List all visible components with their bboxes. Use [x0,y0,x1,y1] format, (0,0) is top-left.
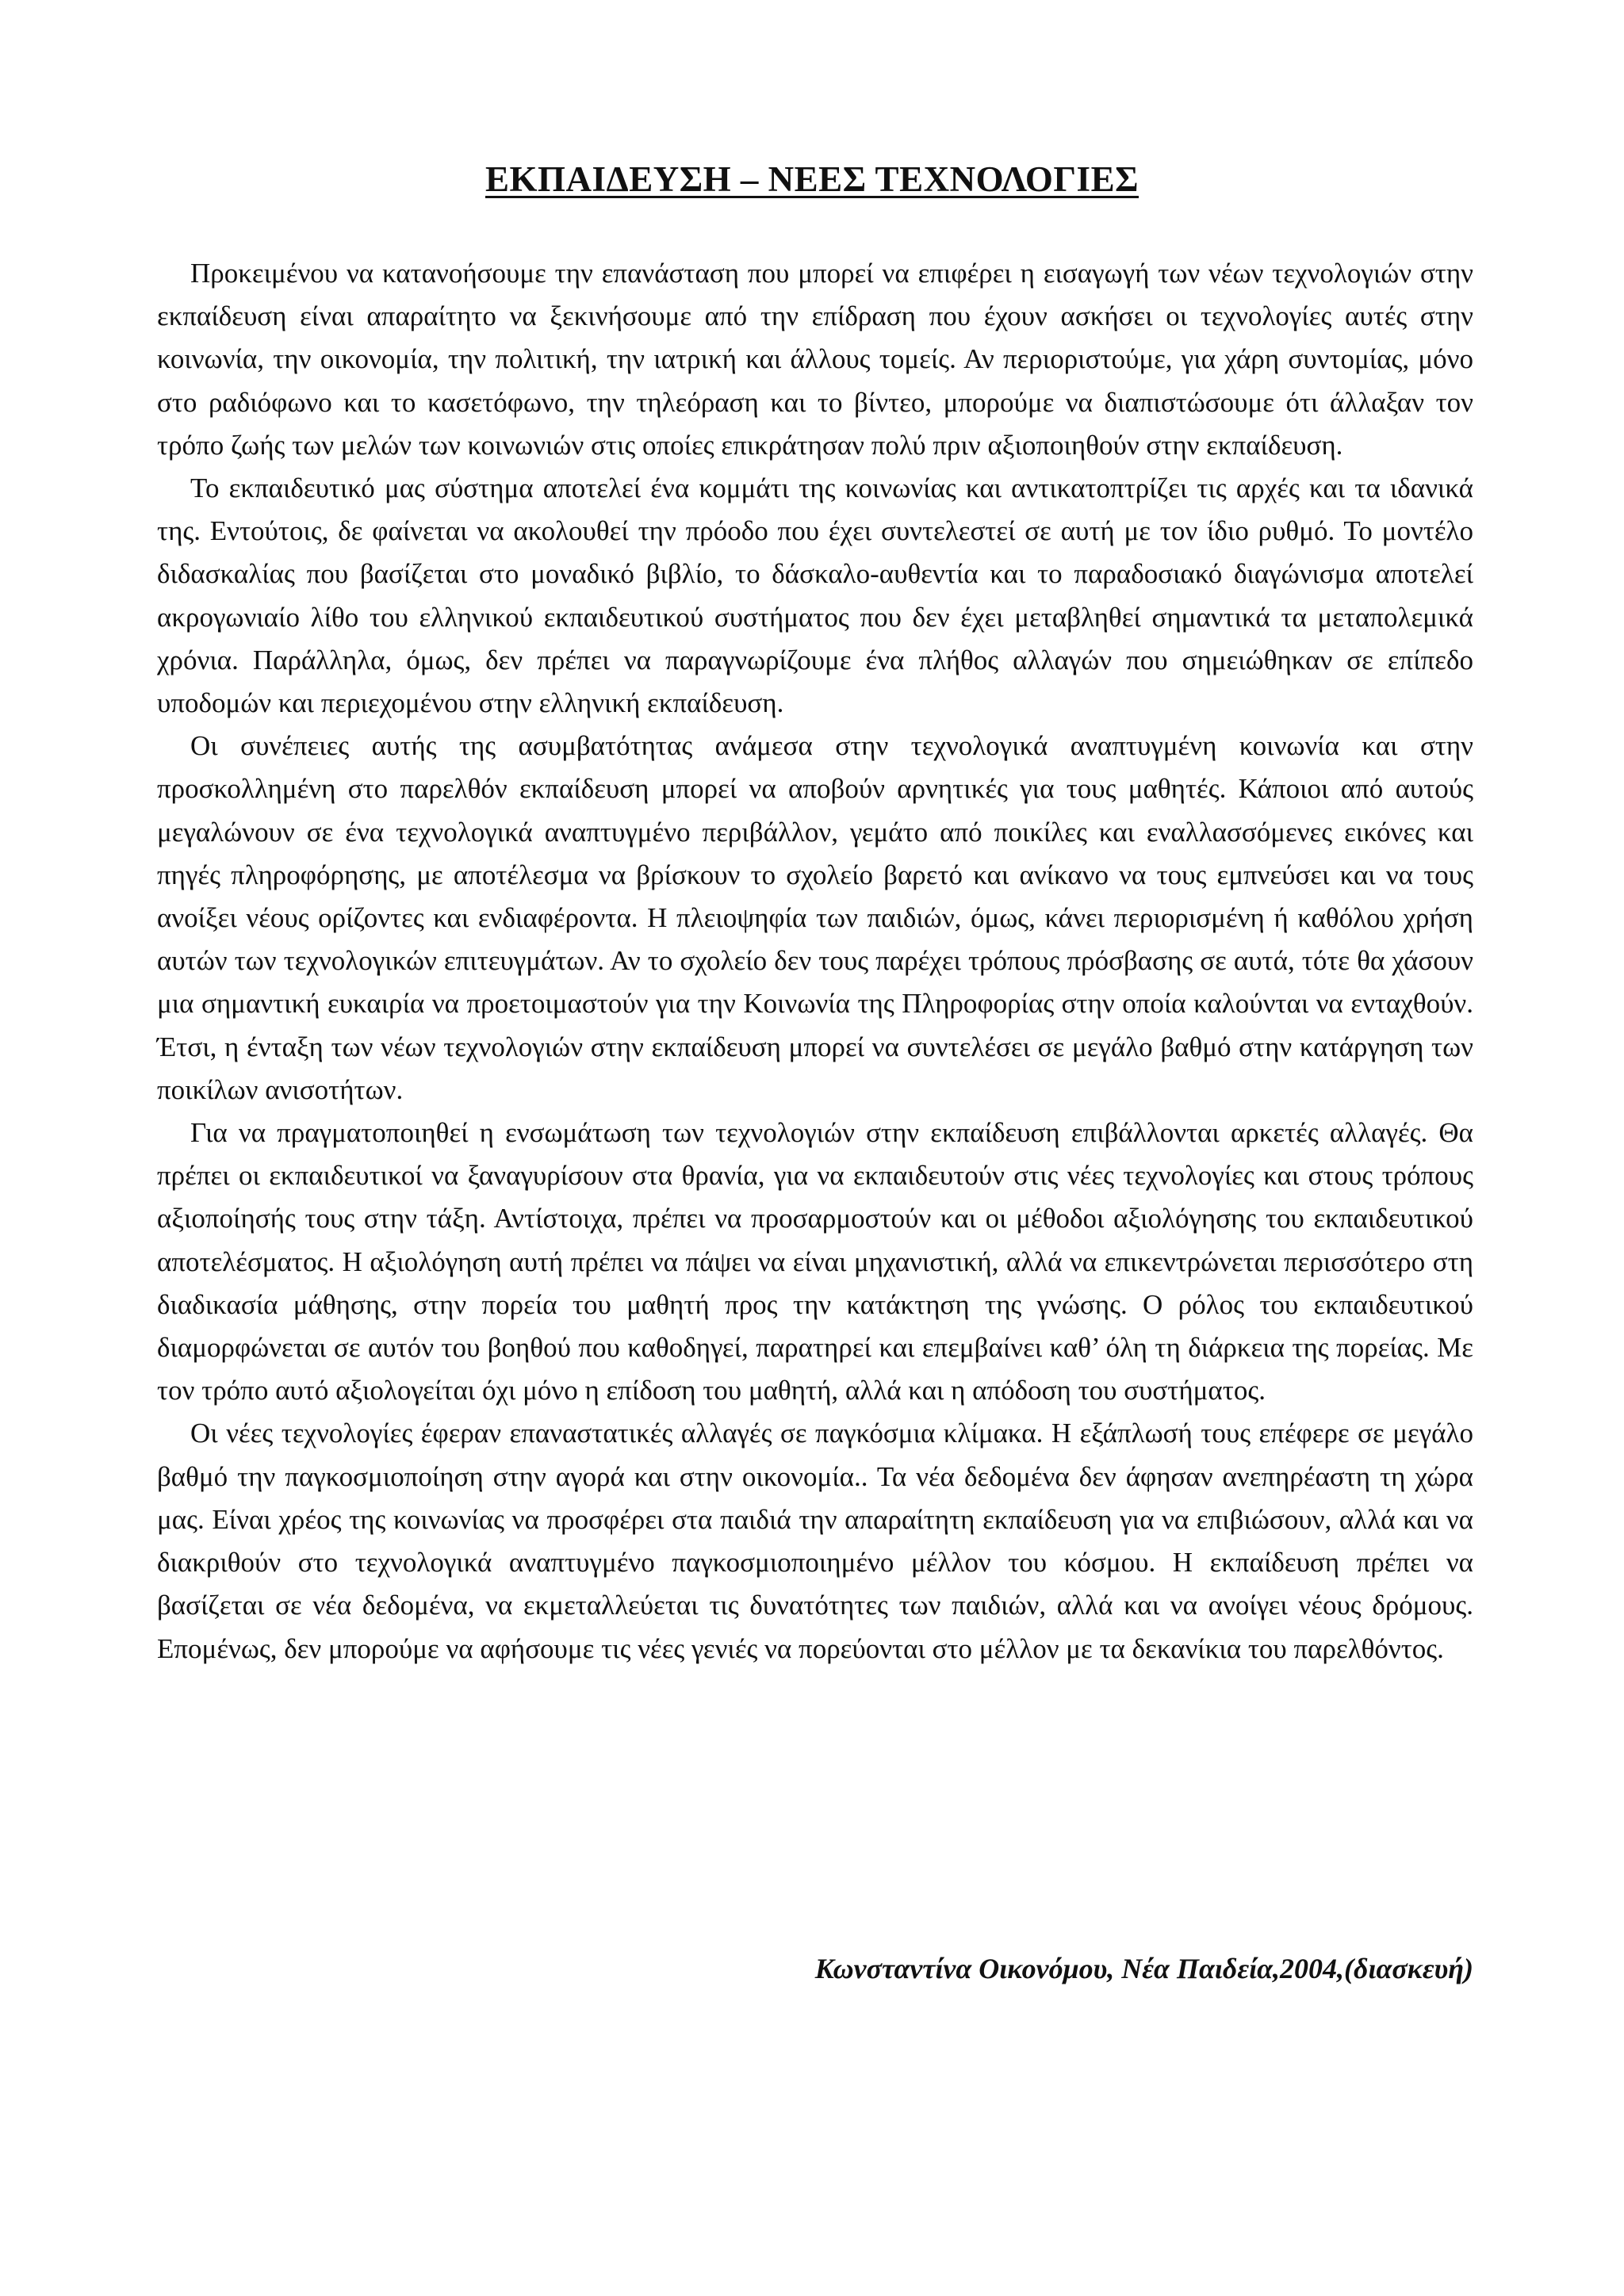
document-body [157,252,1473,1670]
paragraph-5: Οι νέες τεχνολογίες έφεραν επαναστατικές αλλαγές σε παγκόσμια κλίμακα. Η εξάπλωσή τους επέφερε σε μεγάλο βαθμό την παγκοσμιοποίηση στην αγορά και στην οικονομία.. Τα νέα δεδομένα δεν άφησαν ανεπηρέαστη τη χώρα μας. Είναι χρέος της κοινωνίας να προσφέρει στα παιδιά την απαραίτητη εκπαίδευση για να επιβιώσουν, αλλά και να διακριθούν στο τεχνολογικά αναπτυγμένο παγκοσμιοποιημένο μέλλον του κόσμου. Η εκπαίδευση πρέπει να βασίζεται σε νέα δεδομένα, να εκμεταλλεύεται τις δυνατότητες των παιδιών, αλλά και να ανοίγει νέους δρόμους. Επομένως, δεν μπορούμε να αφήσουμε τις νέες γενιές να πορεύονται στο μέλλον με τα δεκανίκια του παρελθόντος. [157,1418,1473,1664]
paragraph-1: Προκειμένου να κατανοήσουμε την επανάσταση που μπορεί να επιφέρει η εισαγωγή των νέων τεχνολογιών στην εκπαίδευση είναι απαραίτητο να ξεκινήσουμε από την επίδραση που έχουν ασκήσει οι τεχνολογίες αυτές στην κοινωνία, την οικονομία, την πολιτική, την ιατρική και άλλους τομείς. Αν περιοριστούμε, για χάρη συντομίας, μόνο στο ραδιόφωνο και το κασετόφωνο, την τηλεόραση και το βίντεο, μπορούμε να διαπιστώσουμε ότι άλλαξαν τον τρόπο ζωής των μελών των κοινωνιών στις οποίες επικράτησαν πολύ πριν αξιοποιηθούν στην εκπαίδευση. [157,258,1473,461]
document-title: ΕΚΠΑΙΔΕΥΣΗ – ΝΕΕΣ ΤΕΧΝΟΛΟΓΙΕΣ [485,159,1139,199]
paragraph-3: Οι συνέπειες αυτής της ασυμβατότητας ανάμεσα στην τεχνολογικά αναπτυγμένη κοινωνία και στην προσκολλημένη στο παρελθόν εκπαίδευση μπορεί να αποβούν αρνητικές για τους μαθητές. Κάποιοι από αυτούς μεγαλώνουν σε ένα τεχνολογικά αναπτυγμένο περιβάλλον, γεμάτο από ποικίλες και εναλλασσόμενες εικόνες και πηγές πληροφόρησης, με αποτέλεσμα να βρίσκουν το σχολείο βαρετό και ανίκανο να τους εμπνεύσει και να τους ανοίξει νέους ορίζοντες και ενδιαφέροντα. Η πλειοψηφία των παιδιών, όμως, κάνει περιορισμένη ή καθόλου χρήση αυτών των τεχνολογικών επιτευγμάτων. Αν το σχολείο δεν τους παρέχει τρόπους πρόσβασης σε αυτά, τότε θα χάσουν μια σημαντική ευκαιρία να προετοιμαστούν για την Κοινωνία της Πληροφορίας στην οποία καλούνται να ενταχθούν. Έτσι, η ένταξη των νέων τεχνολογιών στην εκπαίδευση μπορεί να συντελέσει σε μεγάλο βαθμό στην κατάργηση των ποικίλων ανισοτήτων. [157,730,1473,1105]
paragraph-2: Το εκπαιδευτικό μας σύστημα αποτελεί ένα κομμάτι της κοινωνίας και αντικατοπτρίζει τις αρχές και τα ιδανικά της. Εντούτοις, δε φαίνεται να ακολουθεί την πρόοδο που έχει συντελεστεί σε αυτή με τον ίδιο ρυθμό. Το μοντέλο διδασκαλίας που βασίζεται στο μοναδικό βιβλίο, το δάσκαλο-αυθεντία και το παραδοσιακό διαγώνισμα αποτελεί ακρογωνιαίο λίθο του ελληνικού εκπαιδευτικού συστήματος που δεν έχει μεταβληθεί σημαντικά τα μεταπολεμικά χρόνια. Παράλληλα, όμως, δεν πρέπει να παραγνωρίζουμε ένα πλήθος αλλαγών που σημειώθηκαν σε επίπεδο υποδομών και περιεχομένου στην ελληνική εκπαίδευση. [157,473,1473,719]
paragraph-4: Για να πραγματοποιηθεί η ενσωμάτωση των τεχνολογιών στην εκπαίδευση επιβάλλονται αρκετές αλλαγές. Θα πρέπει οι εκπαιδευτικοί να ξαναγυρίσουν στα θρανία, για να εκπαιδευτούν στις νέες τεχνολογίες και στους τρόπους αξιοποίησής τους στην τάξη. Αντίστοιχα, πρέπει να προσαρμοστούν και οι μέθοδοι αξιολόγησης του εκπαιδευτικού αποτελέσματος. Η αξιολόγηση αυτή πρέπει να πάψει να είναι μηχανιστική, αλλά να επικεντρώνεται περισσότερο στη διαδικασία μάθησης, στην πορεία του μαθητή προς την κατάκτηση της γνώσης. Ο ρόλος του εκπαιδευτικού διαμορφώνεται σε αυτόν του βοηθού που καθοδηγεί, παρατηρεί και επεμβαίνει καθ’ όλη τη διάρκεια της πορείας. Με τον τρόπο αυτό αξιολογείται όχι μόνο η επίδοση του μαθητή, αλλά και η απόδοση του συστήματος. [157,1117,1473,1406]
source-attribution: Κωνσταντίνα Οικονόμου, Νέα Παιδεία,2004,(διασκευή) [814,1953,1473,1984]
